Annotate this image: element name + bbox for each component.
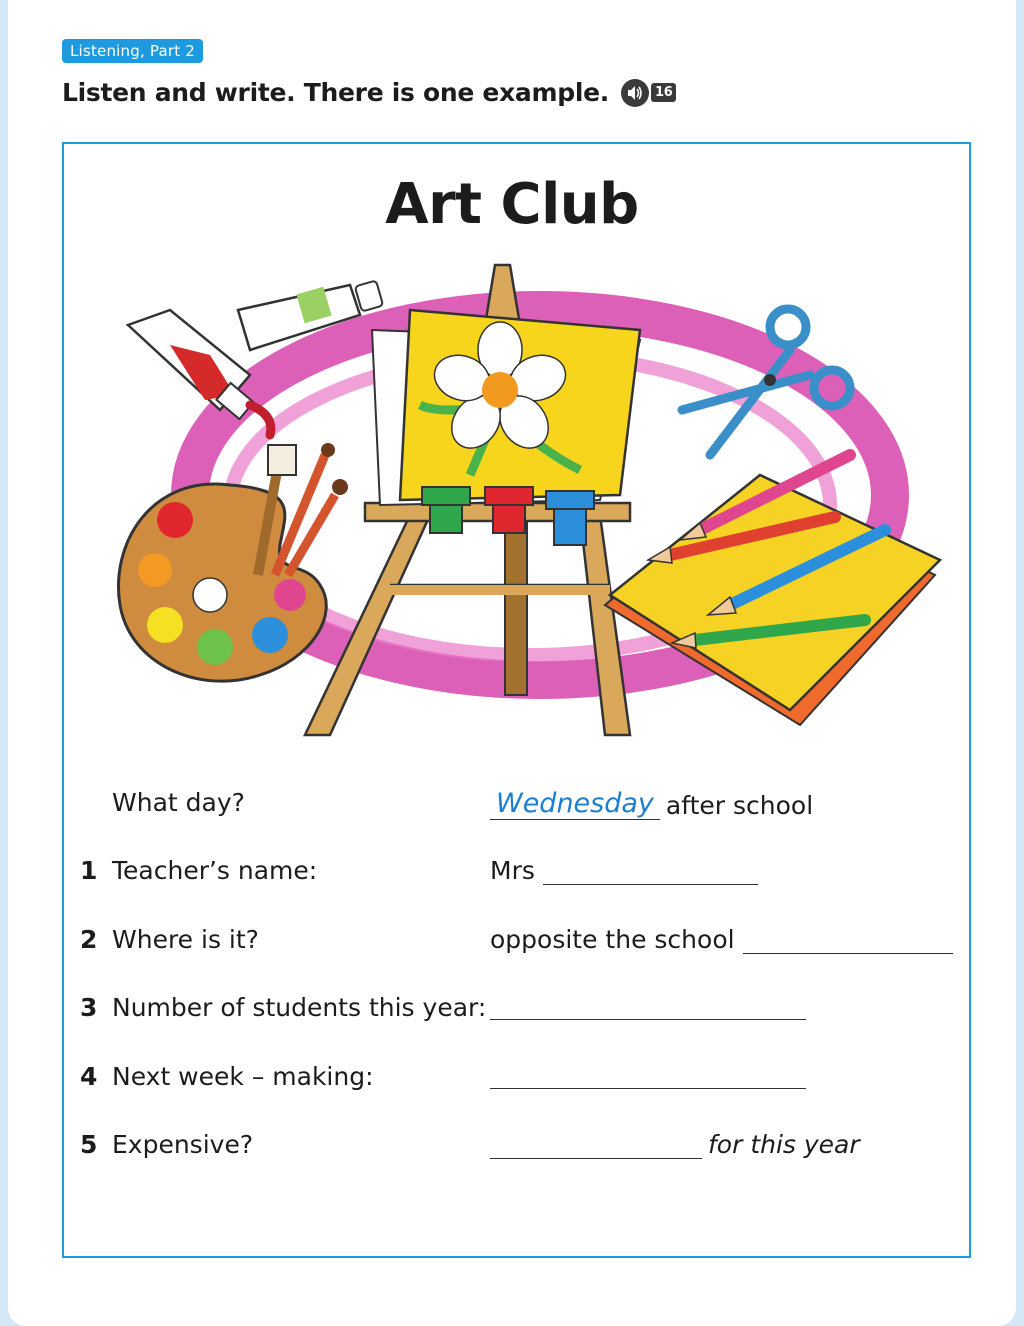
flower-painting-icon <box>372 310 640 505</box>
question-row <box>80 993 960 1033</box>
answer-area <box>490 1062 806 1089</box>
answer-blank[interactable] <box>743 927 953 954</box>
palette-icon <box>118 484 326 681</box>
question-number: 5 <box>80 1130 98 1159</box>
answer-blank[interactable] <box>490 993 806 1020</box>
question-number: 4 <box>80 1062 98 1091</box>
example-question: What day? <box>112 788 245 817</box>
answer-suffix: for this year <box>708 1130 860 1159</box>
question-text: Where is it? <box>112 925 259 954</box>
answer-area <box>490 856 758 885</box>
answer-area <box>490 925 953 954</box>
answer-blank[interactable] <box>543 858 758 885</box>
question-row <box>80 1062 960 1102</box>
question-text: Expensive? <box>112 1130 254 1159</box>
answer-prefix: opposite the school <box>490 925 735 954</box>
art-supplies-illustration <box>110 255 950 755</box>
question-number: 1 <box>80 856 98 885</box>
question-row <box>80 1130 960 1170</box>
section-badge: Listening, Part 2 <box>62 39 203 63</box>
question-number: 2 <box>80 925 98 954</box>
question-text: Next week – making: <box>112 1062 374 1091</box>
question-row <box>80 925 960 965</box>
worksheet-title: Art Club <box>385 172 639 237</box>
example-answer-area <box>490 788 813 820</box>
example-row <box>80 788 960 828</box>
question-number: 3 <box>80 993 98 1022</box>
answer-area <box>490 993 806 1020</box>
instruction-line <box>62 78 676 107</box>
question-row <box>80 856 960 896</box>
answer-area <box>490 1130 860 1159</box>
audio-track-number: 16 <box>651 83 677 102</box>
audio-track[interactable] <box>621 79 677 107</box>
speaker-icon <box>621 79 649 107</box>
answer-blank[interactable] <box>490 1132 702 1159</box>
answer-prefix: Mrs <box>490 856 535 885</box>
instruction-text: Listen and write. There is one example. <box>62 78 609 107</box>
question-text: Teacher’s name: <box>112 856 318 885</box>
question-text: Number of students this year: <box>112 993 487 1022</box>
example-suffix: after school <box>665 791 814 820</box>
example-answer: Wednesday <box>490 788 660 820</box>
answer-blank[interactable] <box>490 1062 806 1089</box>
